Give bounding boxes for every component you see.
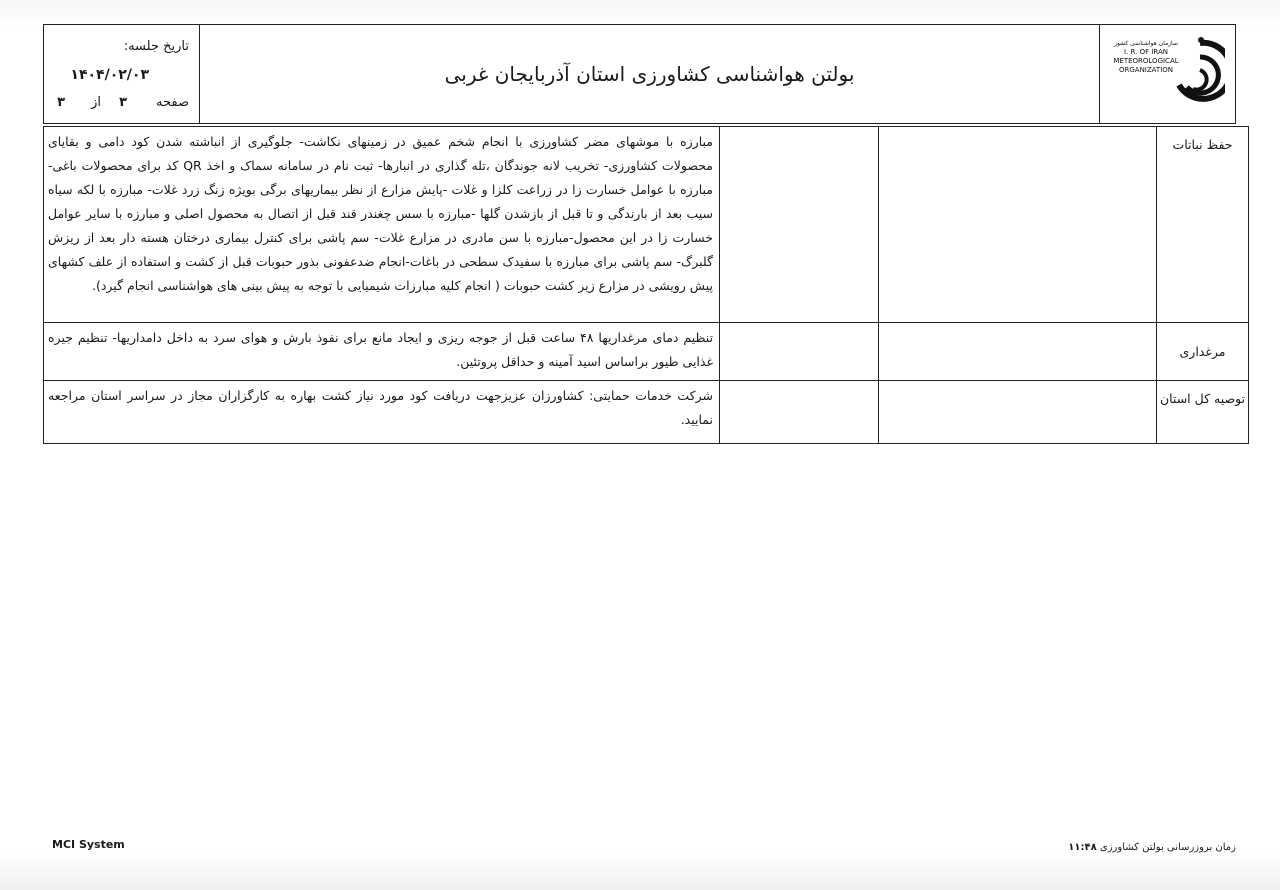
category-cell: توصیه کل استان [1157, 381, 1249, 444]
empty-cell [879, 127, 1157, 323]
bulletin-header [43, 24, 1236, 124]
footer-update-label: زمان بروزرسانی بولتن کشاورزی [1099, 842, 1236, 853]
category-cell: حفظ نباتات [1157, 127, 1249, 323]
recommendation-text: شرکت خدمات حمایتی: کشاورزان عزیزجهت دریافت کود مورد نیاز کشت بهاره به کارگزاران مجاز در سراسر استان مراجعه نمایید. [44, 381, 720, 444]
empty-cell [720, 381, 879, 444]
logo-box [1099, 25, 1235, 123]
session-date-label: تاریخ جلسه: [123, 39, 189, 54]
logo-en-line1: I. R. OF IRAN [1123, 48, 1168, 56]
footer-update-time [1068, 842, 1236, 853]
session-date-value: ۱۴۰۴/۰۲/۰۳ [70, 67, 149, 83]
page-of-label: از [91, 95, 101, 110]
session-info-box [44, 25, 200, 123]
recommendation-text: تنظیم دمای مرغداریها ۴۸ ساعت قبل از جوجه ریزی و ایجاد مانع برای نفوذ بارش و هوای سرد به داخل دامداریها- تنظیم جیره غذایی طیور براساس اسید آمینه و حداقل پروتئین. [44, 323, 720, 381]
empty-cell [720, 323, 879, 381]
logo-fa-text: سازمان هواشناسی کشور [1114, 40, 1178, 47]
empty-cell [879, 323, 1157, 381]
logo-en-line3: ORGANIZATION [1118, 66, 1173, 74]
table-row [44, 127, 1249, 323]
page-number: ۳ [119, 95, 127, 110]
footer-system-name: MCI System [52, 838, 125, 851]
table-row [44, 323, 1249, 381]
meteorological-organization-logo [1107, 31, 1227, 119]
page-total: ۳ [57, 95, 65, 110]
table-row [44, 381, 1249, 444]
empty-cell [720, 127, 879, 323]
logo-spiral-icon [1175, 35, 1225, 115]
logo-en-line2: METEOROLOGICAL [1113, 57, 1179, 65]
footer-update-value: ۱۱:۴۸ [1068, 842, 1097, 853]
recommendation-text: مبارزه با موشهای مضر کشاورزی با انجام شخم عمیق در زمینهای نکاشت- جلوگیری از انباشته شدن کود دامی و بقایای محصولات کشاورزی- تخریب لانه جوندگان ،تله گذاری در انبارها- ثبت نام در سامانه سماک و اخذ QR کد برای محصولات باغی- مبارزه با عوامل خسارت زا در زراعت کلزا و غلات -پایش مزارع از نظر بیماریهای برگی بویژه زنگ زرد غلات- مبارزه با لکه سیاه سیب بعد از بارندگی و تا قبل از بازشدن گلها -مبارزه با سس چغندر قند قبل از اتصال به محصول اصلی و مبارزه با سایر عوامل خسارت زا در این محصول-مبارزه با سن مادری در مزارع غلات- سم پاشی برای کنترل بیماری درختان هسته دار بعد از ریزش گلبرگ- سم پاشی برای مبارزه با سفیدک سطحی در باغات-انجام ضدعفونی بذور حبوبات قبل از کشت و استفاده از علف کشهای پیش رویشی در مزارع زیر کشت حبوبات ( انجام کلیه مبارزات شیمیایی با توجه به پیش بینی های هواشناسی انجام گیرد). [44, 127, 720, 323]
bulletin-title: بولتن هواشناسی کشاورزی استان آذربایجان غربی [444, 62, 855, 86]
recommendations-table [43, 126, 1249, 444]
logo-text [1111, 39, 1181, 75]
category-cell: مرغداری [1157, 323, 1249, 381]
page-label: صفحه [156, 95, 189, 110]
empty-cell [879, 381, 1157, 444]
